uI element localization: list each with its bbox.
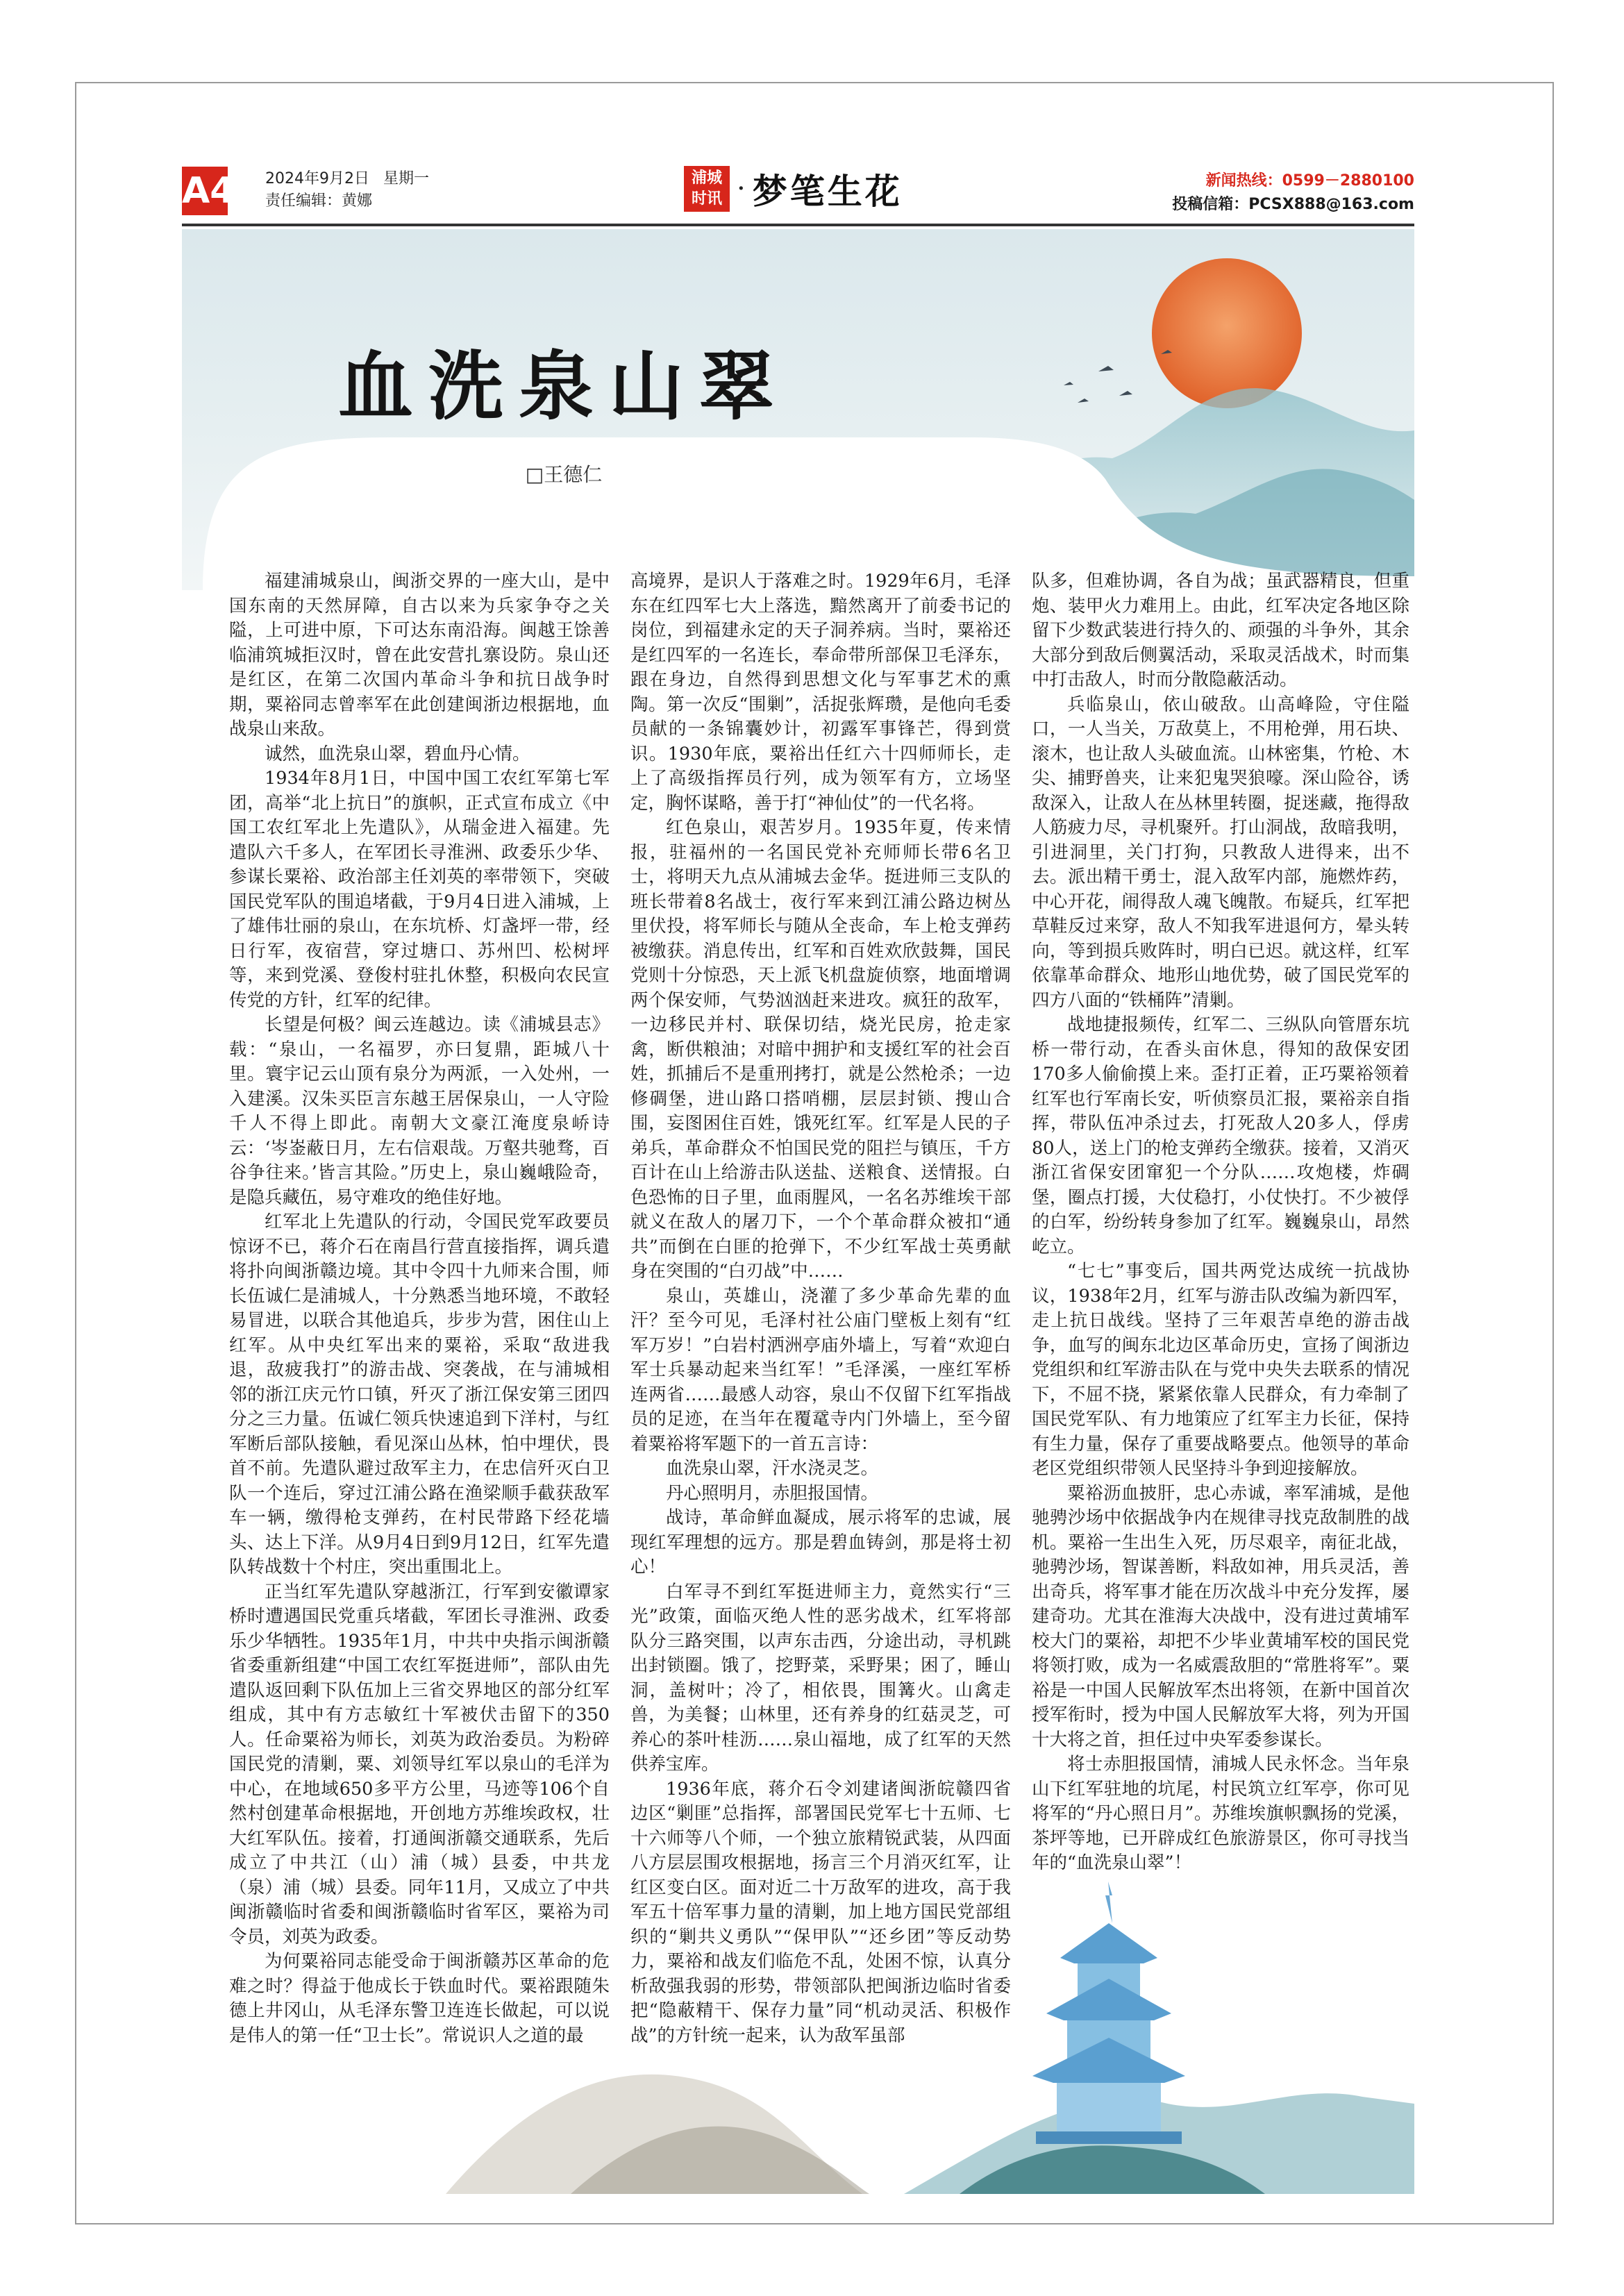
contact-info (1172, 169, 1414, 217)
paragraph: 诚然，血洗泉山翠，碧血丹心情。 (265, 743, 530, 764)
paragraph: 粟裕沥血披肝，忠心赤诚，率军浦城，是他驰骋沙场中依据战争内在规律寻找克敌制胜的战机。粟裕一生出生入死，历尽艰辛，南征北战，驰骋沙场，智谋善断，料敌如神，用兵灵活，善出奇兵，将军事才能在历次战斗中充分发挥，屡建奇功。尤其在淮海大决战中，没有进过黄埔军校大门的粟裕，却把不少毕业黄埔军校的国民党将领打败，成为一名威震敌胆的“常胜将军”。粟裕是一中国人民解放军杰出将领，在新中国首次授军衔时，授为中国人民解放军大将，列为开国十大将之首，担任过中央军委参谋长。 (1032, 1482, 1409, 1750)
paragraph: 红色泉山，艰苦岁月。1935年夏，传来情报，驻福州的一名国民党补充师师长带6名卫士，将明天九点从浦城去金华。挺进师三支队的班长带着8名战士，夜行军来到江浦公路边树丛里伏投，将军师长与随从全丧命，车上枪支弹药被缴获。消息传出，红军和百姓欢欣鼓舞，国民党则十分惊恐，天上派飞机盘旋侦察，地面增调两个保安师，气势汹汹赶来进攻。疯狂的敌军，一边移民并村、联保切结，烧光民房，抢走家禽，断供粮油；对暗中拥护和支援红军的社会百姓，抓捕后不是重刑拷打，就是公然枪杀；一边修碉堡，进山路口搭哨棚，层层封锁、搜山合围，妄图困住百姓，饿死红军。红军是人民的子弟兵，革命群众不怕国民党的阻拦与镇压，千方百计在山上给游击队送盐、送粮食、送情报。白色恐怖的日子里，血雨腥风，一名名苏维埃干部就义在敌人的屠刀下，一个个革命群众被扣“通共”而倒在白匪的抢弹下，不少红军战士英勇献身在突围的“白刃战”中…… (630, 817, 1011, 1282)
paragraph: 1934年8月1日，中国中国工农红军第七军团，高举“北上抗日”的旗帜，正式宣布成立《中国工农红军北上先遣队》，从瑞金进入福建。先遣队六千多人，在军团长寻淮洲、政委乐少华、参谋长粟裕、政治部主任刘英的率带领下，突破国民党军队的围追堵截，于9月4日进入浦城，上了雄伟壮丽的泉山，在东坑桥、灯盏坪一带，经日行军，夜宿营，穿过塘口、苏州凹、松树坪等，来到党溪、登俊村驻扎休整，积极向农民宣传党的方针，红军的纪律。 (229, 768, 610, 1011)
paragraph: 兵临泉山，依山破敌。山高峰险，守住隘口，一人当关，万敌莫上，不用枪弹，用石块、滚木，也让敌人头破血流。山林密集，竹枪、木尖、捕野兽夹，让来犯鬼哭狼嚎。深山险谷，诱敌深入，让敌人在丛林里转圈，捉迷藏，拖得敌人筋疲力尽，寻机聚歼。打山洞战，敌暗我明，引进洞里，关门打狗，只教敌人进得来，出不去。派出精干勇士，混入敌军内部，施燃炸药，中心开花，闹得敌人魂飞魄散。布疑兵，红军把草鞋反过来穿，敌人不知我军进退何方，晕头转向，等到损兵败阵时，明白已迟。就这样，红军依靠革命群众、地形山地优势，破了国民党军的四方八面的“铁桶阵”清剿。 (1032, 694, 1409, 1011)
paragraph: 战诗，革命鲜血凝成，展示将军的忠诚，展现红军理想的远方。那是碧血铸剑，那是将士初心！ (630, 1507, 1011, 1577)
article-column-1 (229, 569, 610, 2048)
paragraph: “七七”事变后，国共两党达成统一抗战协议，1938年2月，红军与游击队改编为新四军，走上抗日战线。坚持了三年艰苦卓绝的游击战争，血写的闽东北边区革命历史，宣扬了闽浙边党组织和红军游击队在与党中央失去联系的情况下，不屈不挠，紧紧依靠人民群众，有力牵制了国民党军队、有力地策应了红军主力长征，保持有生力量，保存了重要战略要点。他领导的革命老区党组织带领人民坚持斗争到迎接解放。 (1032, 1261, 1409, 1479)
paragraph: 队多，但难协调，各自为战；虽武器精良，但重炮、装甲火力难用上。由此，红军决定各地区除留下少数武装进行持久的、顽强的斗争外，其余大部分到敌后侧翼活动，采取灵活战术，时而集中打击敌人，时而分散隐蔽活动。 (1032, 571, 1409, 690)
hotline-number: 0599－2880100 (1282, 172, 1414, 190)
article-column-3 (1032, 569, 1409, 1876)
brand-stamp-line2: 时讯 (691, 190, 722, 208)
paragraph: 高境界，是识人于落难之时。1929年6月，毛泽东在红四军七大上落选，黯然离开了前委书记的岗位，到福建永定的天子洞养病。当时，粟裕还是红四军的一名连长，奉命带所部保卫毛泽东，跟在身边，自然得到思想文化与军事艺术的熏陶。第一次反“围剿”，活捉张辉瓒，是他向毛委员献的一条锦囊妙计，初露军事锋芒，得到赏识。1930年底，粟裕出任红六十四师师长，走上了高级指挥员行列，成为领军有方，立场坚定，胸怀谋略，善于打“神仙仗”的一代名将。 (630, 571, 1011, 814)
brand-logo-stamp (684, 166, 730, 212)
paragraph: 长望是何极？闽云连越边。读《浦城县志》载：“泉山，一名福罗，亦曰复鼎，距城八十里。寰宇记云山顶有泉分为两派，一入处州，一入建溪。汉朱买臣言东越王居保泉山，一人守险千人不得上即此。南朝大文豪江淹度泉峤诗云：‘岑崟蔽日月，左右信艰哉。万壑共驰骛，百谷争往来。’皆言其险。”历史上，泉山巍峨险奇，是隐兵藏伍，易守难攻的绝佳好地。 (229, 1014, 610, 1208)
paragraph: 红军北上先遣队的行动，令国民党军政要员惊讶不已，蒋介石在南昌行营直接指挥，调兵遣将扑向闽浙赣边境。其中令四十九师来合围，师长伍诚仁是浦城人，十分熟悉当地环境，不敢轻易冒进，以联合其他追兵，步步为营，困住山上红军。从中央红军出来的粟裕，采取“敌进我退，敌疲我打”的游击战、突袭战，在与浦城相邻的浙江庆元竹口镇，歼灭了浙江保安第三团四分之三力量。伍诚仁领兵快速追到下洋村，与红军断后部队接触，看见深山丛林，怕中埋伏，畏首不前。先遣队避过敌军主力，在忠信歼灭白卫队一个连后，穿过江浦公路在渔梁顺手截获敌军车一辆，缴得枪支弹药，在村民带路下经花墙头、达上下洋。从9月4日到9月12日，红军先遣队转战数十个村庄，突出重围北上。 (229, 1212, 610, 1577)
brand-stamp-line1: 浦城 (691, 169, 722, 187)
header-divider (182, 224, 1414, 226)
paragraph: 正当红军先遣队穿越浙江，行军到安徽谭家桥时遭遇国民党重兵堵截，军团长寻淮洲、政委乐少华牺牲。1935年1月，中共中央指示闽浙赣省委重新组建“中国工农红军挺进师”，部队由先遣队返回剩下队伍加上三省交界地区的部分红军组成，其中有方志敏红十军被伏击留下的350人。任命粟裕为师长，刘英为政治委员。为粉碎国民党的清剿，粟、刘领导红军以泉山的毛洋为中心，在地域650多平方公里，马迹等106个自然村创建革命根据地，开创地方苏维埃政权，壮大红军队伍。接着，打通闽浙赣交通联系，先后成立了中共江（山）浦（城）县委，中共龙（泉）浦（城）县委。同年11月，又成立了中共闽浙赣临时省委和闽浙赣临时省军区，粟裕为司令员，刘英为政委。 (229, 1581, 610, 1947)
email-label: 投稿信箱： (1172, 196, 1249, 213)
poem-line: 丹心照明月，赤胆报国情。 (666, 1482, 879, 1504)
paragraph: 战地捷报频传，红军二、三纵队向管厝东坑桥一带行动，在香头亩休息，得知的敌保安团170多人偷偷摸上来。歪打正着，正巧粟裕领着红军也行军南长安，听侦察员汇报，粟裕亲自指挥，带队伍冲杀过去，打死敌人20多人，俘虏80人，送上门的枪支弹药全缴获。接着，又消灭浙江省保安团窜犯一个分队……攻炮楼，炸碉堡，圈点打援，大仗稳打，小仗快打。不少被俘的白军，纷纷转身参加了红军。巍巍泉山，昂然屹立。 (1032, 1014, 1409, 1257)
article-column-2 (630, 569, 1011, 2048)
paragraph: 1936年底，蒋介石令刘建诸闽浙皖赣四省边区“剿匪”总指挥，部署国民党军七十五师、七十六师等八个师，一个独立旅精锐武装，从四面八方层层围攻根据地，扬言三个月消灭红军，让红区变白区。面对近二十万敌军的进攻，高于我军五十倍军事力量的清剿，加上地方国民党部组织的“剿共义勇队”“保甲队”“还乡团”等反动势力，粟裕和战友们临危不乱，处困不惊，认真分析敌强我弱的形势，带领部队把闽浙边临时省委把“隐蔽精干、保存力量”同“机动灵活、积极作战”的方针统一起来，认为敌军虽部 (630, 1778, 1011, 2046)
hotline-label: 新闻热线： (1205, 172, 1282, 190)
email-address[interactable]: PCSX888@163.com (1248, 196, 1414, 213)
article-title: 血洗泉山翠 (337, 344, 789, 430)
brand-separator: · (737, 173, 746, 205)
article-author: □王德仁 (525, 463, 603, 486)
editor-credit: 责任编辑：黄娜 (265, 192, 373, 210)
paragraph: 白军寻不到红军挺进师主力，竟然实行“三光”政策，面临灭绝人性的恶劣战术，红军将部队分三路突围，以声东击西，分途出动，寻机跳出封锁圈。饿了，挖野菜，采野果；困了，睡山洞，盖树叶；冷了，相依畏，围篝火。山禽走兽，为美餐；山林里，还有养身的红菇灵芝，可养心的茶叶桂沥……泉山福地，成了红军的天然供养宝库。 (630, 1581, 1011, 1775)
paragraph: 泉山，英雄山，浇灌了多少革命先辈的血汗？至今可见，毛泽村社公庙门壁板上刻有“红军万岁！”白岩村洒洲亭庙外墙上，写着“欢迎白军士兵暴动起来当红军！”毛泽溪，一座红军桥连两省……最感人动容，泉山不仅留下红军指战员的足迹，在当年在覆鼋寺内门外墙上，至今留着粟裕将军题下的一首五言诗： (630, 1285, 1011, 1455)
section-name: 梦笔生花 (752, 171, 903, 212)
section-brand (684, 164, 903, 214)
page-number-badge: A4 (182, 167, 228, 215)
poem-line: 血洗泉山翠，汗水浇灵芝。 (666, 1458, 879, 1479)
paragraph: 福建浦城泉山，闽浙交界的一座大山，是中国东南的天然屏障，自古以来为兵家争夺之关隘，上可进中原，下可达东南沿海。闽越王馀善临浦筑城拒汉时，曾在此安营扎寨设防。泉山还是红区，在第二次国内革命斗争和抗日战争时期，粟裕同志曾率军在此创建闽浙边根据地，血战泉山来敌。 (229, 571, 610, 739)
issue-date: 2024年9月2日 (265, 170, 369, 187)
issue-meta (265, 168, 443, 212)
paragraph: 为何粟裕同志能受命于闽浙赣苏区革命的危难之时？得益于他成长于铁血时代。粟裕跟随朱德上井冈山，从毛泽东警卫连连长做起，可以说是伟人的第一任“卫士长”。常说识人之道的最 (229, 1951, 610, 2046)
issue-weekday: 星期一 (383, 170, 429, 187)
paragraph: 将士赤胆报国情，浦城人民永怀念。当年泉山下红军驻地的坑尾，村民筑立红军亭，你可见将军的“丹心照日月”。苏维埃旗帜飘扬的党溪，茶坪等地，已开辟成红色旅游景区，你可寻找当年的“血洗泉山翠”！ (1032, 1754, 1409, 1873)
